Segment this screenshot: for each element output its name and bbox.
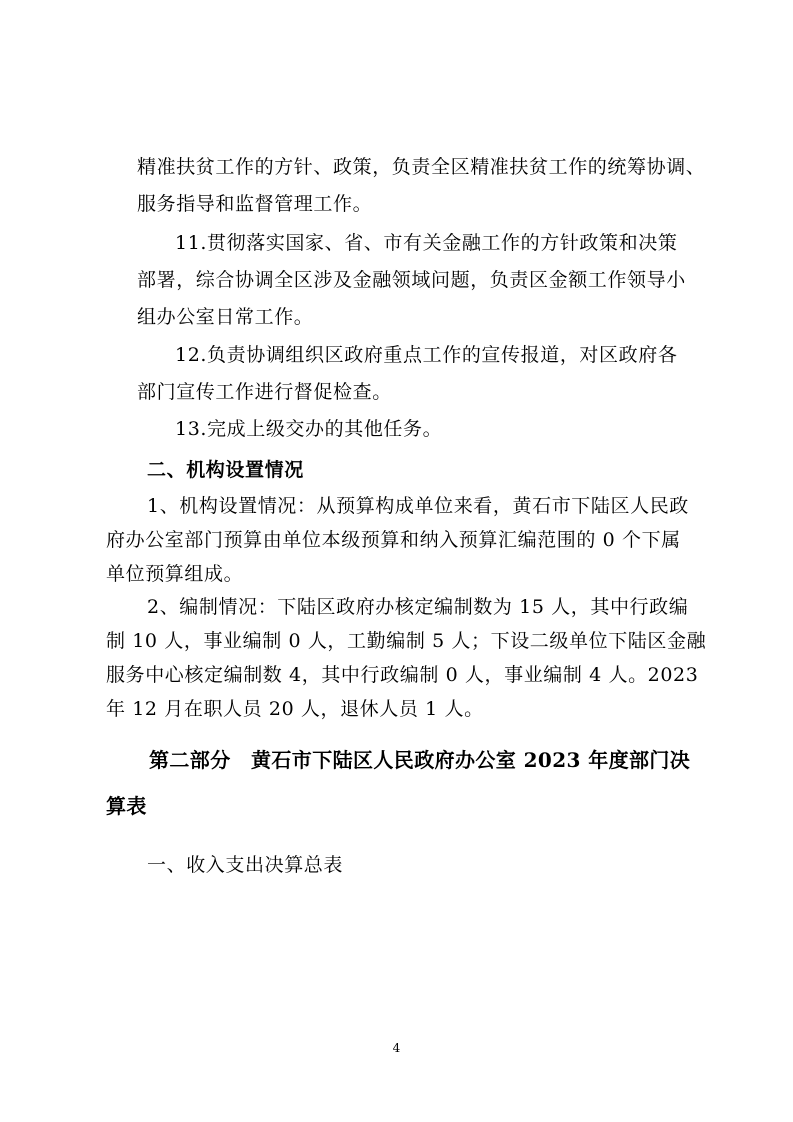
paragraph-12-line-2: 部门宣传工作进行督促检查。 xyxy=(137,381,392,403)
section-2-item-1-line-2: 府办公室部门预算由单位本级预算和纳入预算汇编范围的 0 个下属 xyxy=(106,529,681,551)
paragraph-13-line-1: 13.完成上级交办的其他任务。 xyxy=(175,418,443,440)
part-2-title-line-1: 第二部分 黄石市下陆区人民政府办公室 2023 年度部门决 xyxy=(149,748,691,772)
paragraph-10-line-2: 服务指导和监督管理工作。 xyxy=(137,193,373,215)
section-2-item-1-line-1: 1、机构设置情况：从预算构成单位来看，黄石市下陆区人民政 xyxy=(147,495,689,517)
paragraph-11-line-1: 11.贯彻落实国家、省、市有关金融工作的方针政策和决策 xyxy=(175,232,678,254)
section-2-item-2-line-1: 2、编制情况：下陆区政府办核定编制数为 15 人，其中行政编 xyxy=(147,596,689,618)
section-2-item-2-line-2: 制 10 人，事业编制 0 人，工勤编制 5 人；下设二级单位下陆区金融 xyxy=(106,630,707,652)
part-2-title-line-2: 算表 xyxy=(106,794,147,818)
paragraph-11-line-3: 组办公室日常工作。 xyxy=(137,306,314,328)
page-number: 4 xyxy=(392,1041,401,1055)
section-2-title: 二、机构设置情况 xyxy=(147,459,304,481)
section-2-item-2-line-4: 年 12 月在职人员 20 人，退休人员 1 人。 xyxy=(106,698,484,720)
section-2-item-2-line-3: 服务中心核定编制数 4，其中行政编制 0 人，事业编制 4 人。2023 xyxy=(106,664,699,686)
part-2-subtitle: 一、收入支出决算总表 xyxy=(147,854,344,876)
section-2-item-1-line-3: 单位预算组成。 xyxy=(106,563,244,585)
paragraph-12-line-1: 12.负责协调组织区政府重点工作的宣传报道，对区政府各 xyxy=(175,344,678,366)
paragraph-11-line-2: 部署，综合协调全区涉及金融领域问题，负责区金额工作领导小 xyxy=(137,269,686,291)
paragraph-10-line-1: 精准扶贫工作的方针、政策，负责全区精准扶贫工作的统筹协调、 xyxy=(137,156,706,178)
